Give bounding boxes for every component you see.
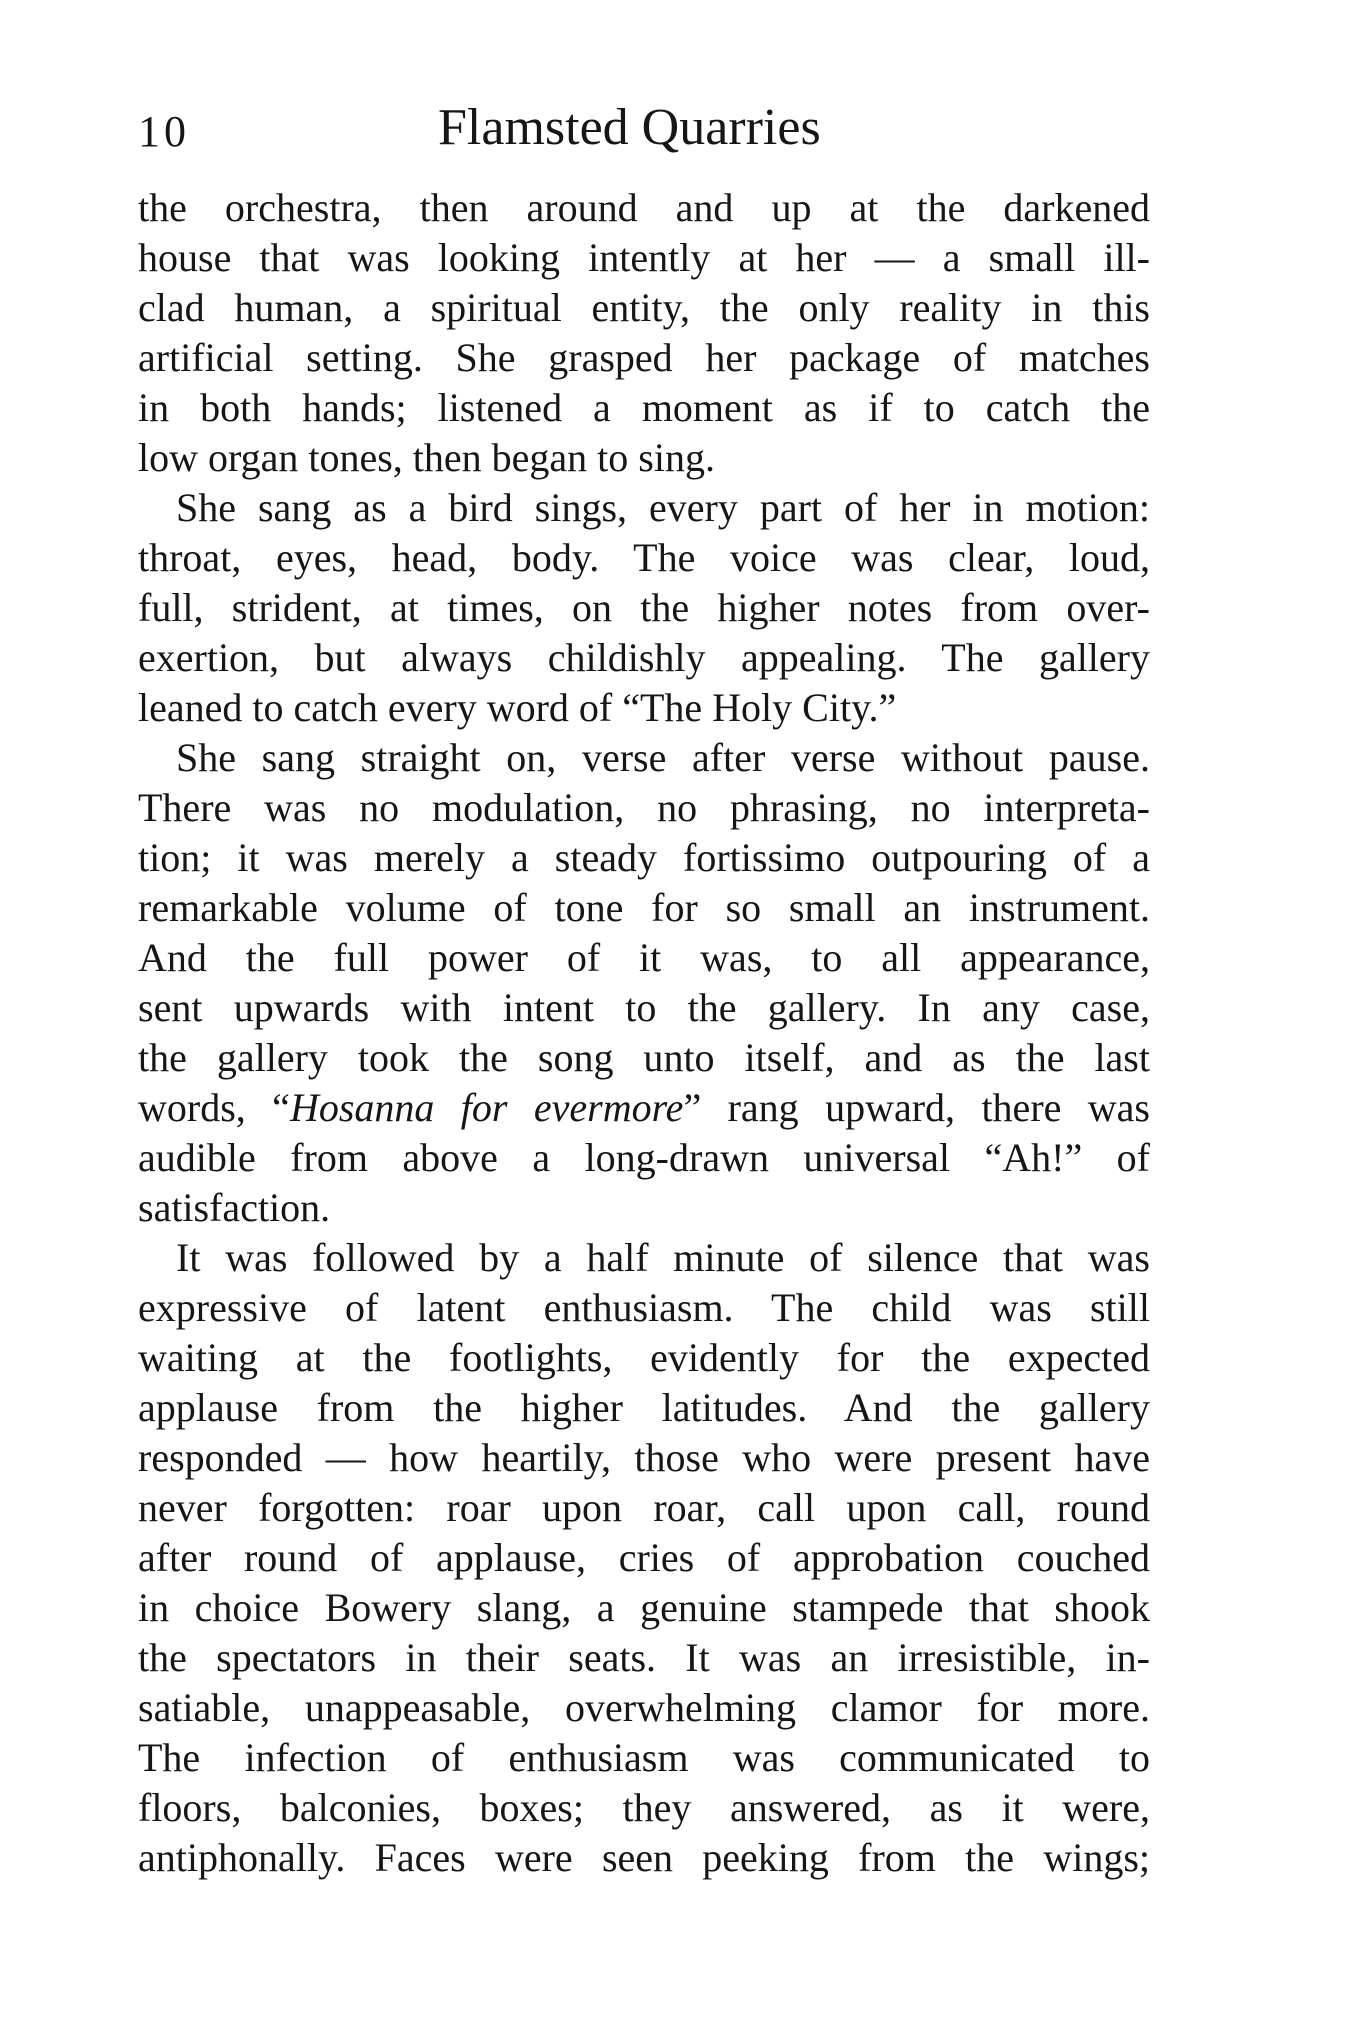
text-line: audible from above a long-drawn universal “Ah!” of: [138, 1135, 1150, 1180]
text-line: satisfaction.: [138, 1185, 331, 1230]
text-line: throat, eyes, head, body. The voice was clear, loud,: [138, 535, 1150, 580]
text-segment: words, “: [138, 1085, 290, 1130]
text-line: There was no modulation, no phrasing, no interpreta-: [138, 785, 1150, 830]
text-line: And the full power of it was, to all appearance,: [138, 935, 1150, 980]
text-line: exertion, but always childishly appealing. The gallery: [138, 635, 1150, 680]
page-number: 10: [138, 107, 190, 156]
text-line: the gallery took the song unto itself, and as the last: [138, 1035, 1150, 1080]
text-line: sent upwards with intent to the gallery. In any case,: [138, 985, 1150, 1030]
text-line: floors, balconies, boxes; they answered, as it were,: [138, 1785, 1150, 1830]
body-text: [138, 183, 1150, 1883]
text-line: waiting at the footlights, evidently for the expected: [138, 1335, 1150, 1380]
running-head: [138, 96, 1150, 166]
text-segment: ” rang upward, there was: [683, 1085, 1150, 1130]
text-line: satiable, unappeasable, overwhelming clamor for more.: [138, 1685, 1150, 1730]
text-line: She sang straight on, verse after verse without pause.: [176, 735, 1150, 780]
text-line: She sang as a bird sings, every part of her in motion:: [176, 485, 1150, 530]
text-line: clad human, a spiritual entity, the only reality in this: [138, 285, 1150, 330]
text-line: after round of applause, cries of approbation couched: [138, 1535, 1150, 1580]
text-line: expressive of latent enthusiasm. The child was still: [138, 1285, 1150, 1330]
text-line: in both hands; listened a moment as if to catch the: [138, 385, 1150, 430]
text-line: the spectators in their seats. It was an irresistible, in-: [138, 1635, 1150, 1680]
text-line: house that was looking intently at her — a small ill-: [138, 235, 1150, 280]
text-line: full, strident, at times, on the higher notes from over-: [138, 585, 1150, 630]
text-line: the orchestra, then around and up at the darkened: [138, 185, 1150, 230]
text-line: remarkable volume of tone for so small an instrument.: [138, 885, 1150, 930]
text-line: never forgotten: roar upon roar, call upon call, round: [138, 1485, 1150, 1530]
text-line: leaned to catch every word of “The Holy City.”: [138, 685, 897, 730]
text-line: antiphonally. Faces were seen peeking from the wings;: [138, 1835, 1150, 1880]
text-line: It was followed by a half minute of silence that was: [176, 1235, 1150, 1280]
running-title: Flamsted Quarries: [438, 99, 821, 156]
italic-quote: Hosanna for evermore: [289, 1085, 684, 1130]
text-line: in choice Bowery slang, a genuine stampede that shook: [138, 1585, 1150, 1630]
text-line: low organ tones, then began to sing.: [138, 435, 715, 480]
text-line-with-italic: [138, 1083, 1150, 1133]
text-line: artificial setting. She grasped her package of matches: [138, 335, 1150, 380]
text-line: applause from the higher latitudes. And the gallery: [138, 1385, 1150, 1430]
text-line: responded — how heartily, those who were present have: [138, 1435, 1150, 1480]
text-line: The infection of enthusiasm was communicated to: [138, 1735, 1150, 1780]
text-line: tion; it was merely a steady fortissimo outpouring of a: [138, 835, 1150, 880]
